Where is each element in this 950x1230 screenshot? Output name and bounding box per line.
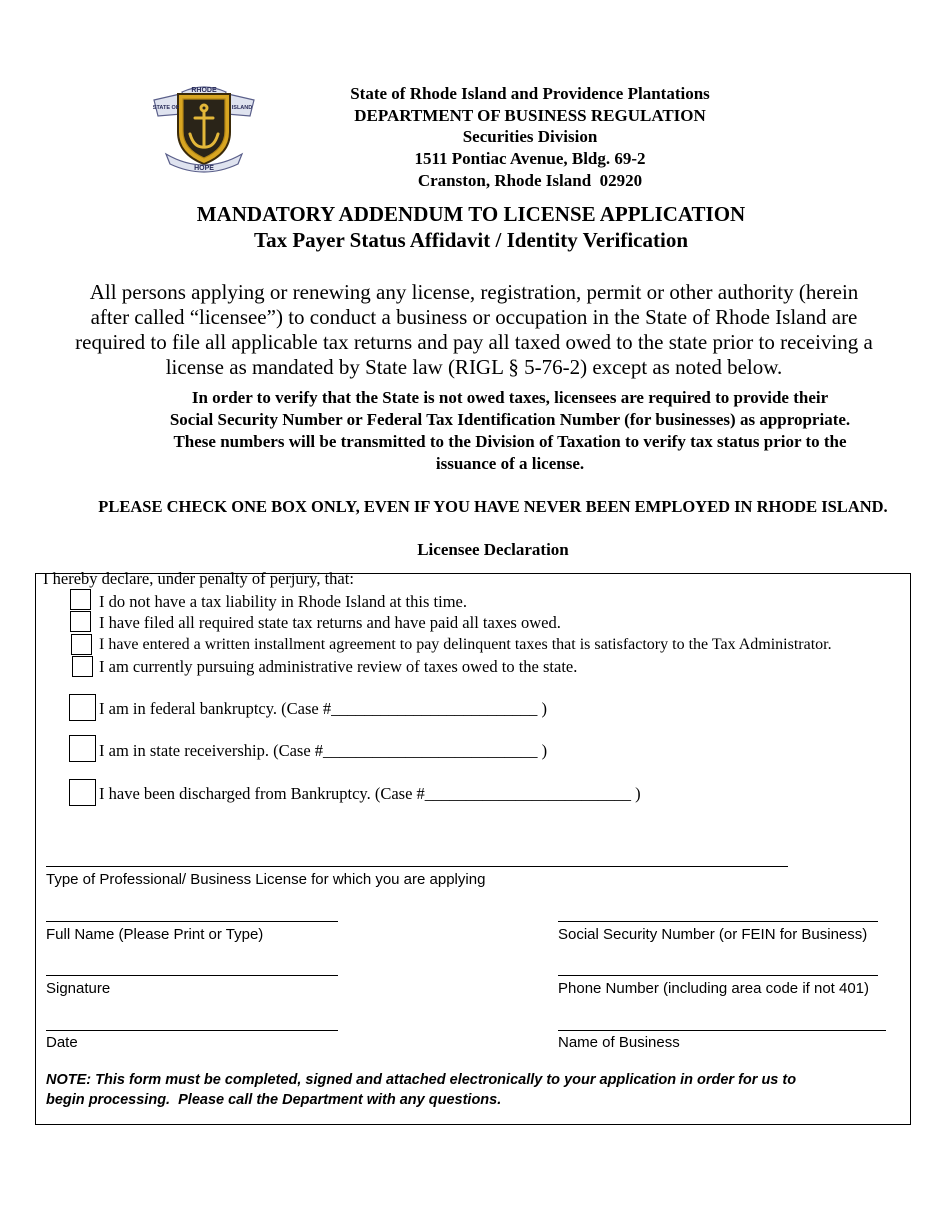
option-label: I am in federal bankruptcy. (Case #_________________________ ) bbox=[99, 699, 547, 718]
svg-text:ISLAND: ISLAND bbox=[231, 105, 253, 111]
option-label: I have entered a written installment agreement to pay delinquent taxes that is satisfactory to the Tax Administrator. bbox=[99, 636, 832, 653]
declaration-heading: Licensee Declaration bbox=[417, 540, 569, 559]
business-name-line[interactable] bbox=[558, 1030, 886, 1031]
agency-name: State of Rhode Island and Providence Plantations bbox=[350, 84, 710, 103]
form-title: MANDATORY ADDENDUM TO LICENSE APPLICATION bbox=[196, 202, 746, 226]
checkbox-discharged-bankruptcy[interactable] bbox=[69, 779, 96, 806]
business-name-label: Name of Business bbox=[558, 1034, 680, 1051]
license-type-label: Type of Professional/ Business License for which you are applying bbox=[46, 871, 486, 888]
option-label: I have filed all required state tax returns and have paid all taxes owed. bbox=[99, 613, 561, 632]
ssn-label: Social Security Number (or FEIN for Business) bbox=[558, 926, 868, 943]
department-name: DEPARTMENT OF BUSINESS REGULATION bbox=[354, 106, 706, 125]
date-label: Date bbox=[46, 1034, 78, 1051]
checkbox-filed-returns[interactable] bbox=[70, 611, 91, 632]
rhode-island-seal-logo bbox=[152, 80, 256, 174]
signature-label: Signature bbox=[46, 980, 111, 997]
license-type-line[interactable] bbox=[46, 866, 788, 867]
phone-line[interactable] bbox=[558, 975, 878, 976]
checkbox-administrative-review[interactable] bbox=[72, 656, 93, 677]
checkbox-state-receivership[interactable] bbox=[69, 735, 96, 762]
option-label: I do not have a tax liability in Rhode Island at this time. bbox=[99, 592, 467, 611]
submission-note: NOTE: This form must be completed, signed and attached electronically to your application in order for us to begin processing. Please call the Department with any questions. bbox=[46, 1072, 797, 1108]
checkbox-installment-agreement[interactable] bbox=[71, 634, 92, 655]
city-address: Cranston, Rhode Island 02920 bbox=[417, 171, 643, 190]
declaration-intro: I hereby declare, under penalty of perjury, that: bbox=[43, 569, 354, 588]
full-name-label: Full Name (Please Print or Type) bbox=[46, 926, 264, 943]
svg-text:HOPE: HOPE bbox=[194, 165, 214, 172]
signature-line[interactable] bbox=[46, 975, 338, 976]
form-subtitle: Tax Payer Status Affidavit / Identity Verification bbox=[253, 228, 689, 252]
checkbox-federal-bankruptcy[interactable] bbox=[69, 694, 96, 721]
street-address: 1511 Pontiac Avenue, Bldg. 69-2 bbox=[414, 149, 646, 168]
intro-paragraph: All persons applying or renewing any license, registration, permit or other authority (herein after called “licensee”) to conduct a business or occupation in the State of Rhode Island are required to file all applicable tax returns and pay all taxed owed to the state prior to receiving a license as mandated by State law (RIGL § 5-76-2) except as noted below. bbox=[75, 280, 873, 379]
check-one-instruction: PLEASE CHECK ONE BOX ONLY, EVEN IF YOU HAVE NEVER BEEN EMPLOYED IN RHODE ISLAND. bbox=[98, 497, 888, 516]
option-label: I have been discharged from Bankruptcy. (Case #_________________________ ) bbox=[99, 784, 641, 803]
svg-text:RHODE: RHODE bbox=[191, 87, 217, 94]
checkbox-no-tax-liability[interactable] bbox=[70, 589, 91, 610]
declaration-box bbox=[35, 573, 911, 1125]
full-name-line[interactable] bbox=[46, 921, 338, 922]
phone-label: Phone Number (including area code if not 401) bbox=[558, 980, 870, 997]
svg-text:STATE OF: STATE OF bbox=[152, 105, 180, 111]
ssn-line[interactable] bbox=[558, 921, 878, 922]
verification-paragraph: In order to verify that the State is not owed taxes, licensees are required to provide their Social Security Number or Federal Tax Identification Number (for businesses) as appropriate. These numbers will be transmitted to the Division of Taxation to verify tax status prior to the issuance of a license. bbox=[169, 388, 851, 473]
division-name: Securities Division bbox=[462, 127, 598, 146]
option-label: I am in state receivership. (Case #__________________________ ) bbox=[99, 741, 548, 760]
date-line[interactable] bbox=[46, 1030, 338, 1031]
option-label: I am currently pursuing administrative review of taxes owed to the state. bbox=[99, 657, 578, 676]
